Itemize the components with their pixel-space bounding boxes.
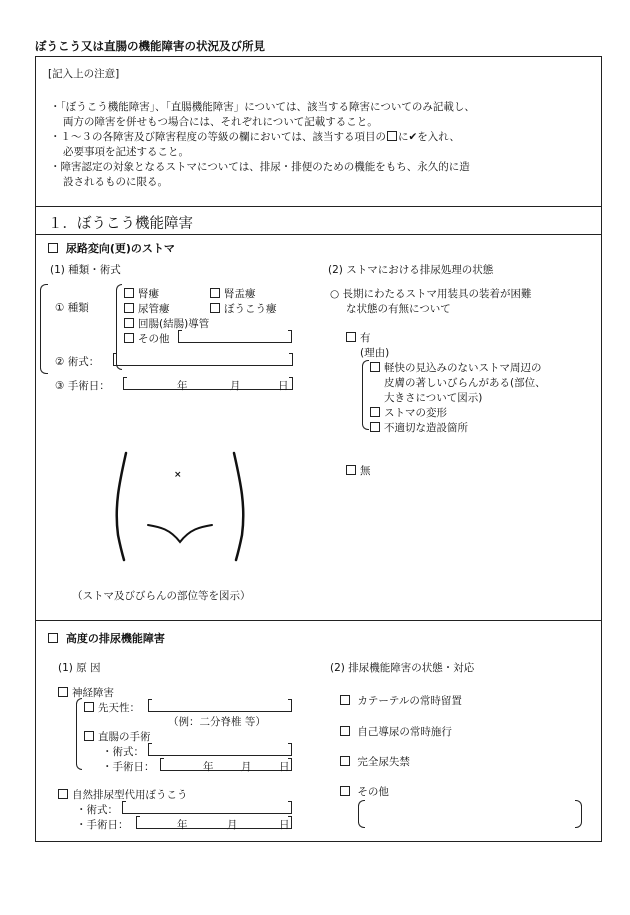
date-label: ③ 手術日： <box>55 380 110 392</box>
subsection-label: 尿路変向(更)のストマ <box>65 242 175 255</box>
divider <box>35 620 602 621</box>
month-label: 月 <box>227 819 238 831</box>
option-label: その他 <box>138 333 170 345</box>
option-rectal-surgery[interactable] <box>84 729 151 744</box>
subsection-label: 高度の排尿機能障害 <box>65 632 165 645</box>
option-label: 先天性： <box>98 702 140 714</box>
surgery-label: ・術式： <box>102 746 144 758</box>
congenital-field[interactable] <box>148 699 292 712</box>
checkbox[interactable] <box>346 465 356 475</box>
checkbox[interactable] <box>370 422 380 432</box>
option-label: 腎瘻 <box>138 288 159 300</box>
checkbox[interactable] <box>210 303 220 313</box>
example-text: （例：二分脊椎 等） <box>168 716 266 728</box>
cause-heading: (1) 原 因 <box>58 662 101 674</box>
day-label: 日 <box>279 819 290 831</box>
reason-text: 皮膚の著しいびらんがある(部位、 <box>384 377 546 389</box>
date-label: ・手術日： <box>102 761 155 773</box>
note-line: 必要事項を記述すること。 <box>63 146 189 158</box>
body-outline-diagram <box>100 445 270 565</box>
option-label: その他 <box>357 786 389 798</box>
status-option[interactable] <box>340 754 410 769</box>
option-renal[interactable] <box>124 286 159 301</box>
option-label: 直腸の手術 <box>98 731 151 743</box>
checkbox-icon <box>387 131 397 141</box>
page-title: ぼうこう又は直腸の機能障害の状況及び所見 <box>35 39 265 53</box>
month-label: 月 <box>241 761 252 773</box>
checkbox[interactable] <box>48 633 58 643</box>
checkbox[interactable] <box>340 786 350 796</box>
option-vesico[interactable] <box>210 301 277 316</box>
subsection-heading <box>48 240 175 256</box>
year-label: 年 <box>177 819 188 831</box>
year-label: 年 <box>177 380 188 392</box>
type-label: ① 種類 <box>55 302 89 314</box>
day-label: 日 <box>278 380 289 392</box>
right-body-outline <box>234 453 243 560</box>
bracket[interactable] <box>358 800 365 828</box>
option-label: 自然排尿型代用ぼうこう <box>72 789 188 801</box>
reason-text: ストマの変形 <box>384 407 447 419</box>
surgery-label: ・術式： <box>76 804 118 816</box>
groin-outline <box>148 525 212 542</box>
types-heading: (1) 種類・術式 <box>50 264 121 276</box>
checkbox[interactable] <box>370 407 380 417</box>
checkbox[interactable] <box>340 695 350 705</box>
reason-text: 軽快の見込みのないストマ周辺の <box>384 362 542 374</box>
left-body-outline <box>117 453 126 560</box>
bracket <box>40 284 48 374</box>
note-line: ・「ぼうこう機能障害」、「直腸機能障害」については、該当する障害についてのみ記載し、 <box>50 101 475 113</box>
navel-mark: × <box>174 470 182 480</box>
surgery-field[interactable] <box>148 743 292 756</box>
checkbox[interactable] <box>58 789 68 799</box>
checkbox[interactable] <box>124 318 134 328</box>
option-no[interactable] <box>346 463 371 478</box>
option-label: 有 <box>360 332 371 344</box>
note-text: ・１～３の各障害及び障害程度の等級の欄においては、該当する項目の <box>50 131 386 143</box>
status-heading: (2) 排尿機能障害の状態・対応 <box>330 662 475 674</box>
option-label: 神経障害 <box>72 687 114 699</box>
date-field[interactable] <box>136 816 292 829</box>
note-line-checkbox <box>50 129 460 144</box>
date-field[interactable] <box>160 758 292 771</box>
note-line: ・障害認定の対象となるストマについては、排尿・排便のための機能をもち、永久的に造 <box>50 161 470 173</box>
option-label: 自己導尿の常時施行 <box>357 726 452 738</box>
option-label: 無 <box>360 465 371 477</box>
bracket <box>362 360 369 430</box>
checkbox[interactable] <box>124 303 134 313</box>
date-field[interactable] <box>123 377 293 390</box>
checkbox[interactable] <box>58 687 68 697</box>
option-label: ぼうこう瘻 <box>224 303 277 315</box>
day-label: 日 <box>279 761 290 773</box>
checkbox[interactable] <box>210 288 220 298</box>
option-pyelo[interactable] <box>210 286 256 301</box>
bracket <box>76 698 82 770</box>
status-option[interactable] <box>340 724 452 739</box>
option-label: 尿管瘻 <box>138 303 170 315</box>
checkbox[interactable] <box>124 288 134 298</box>
option-label: 回腸(結腸)導管 <box>138 318 210 330</box>
status-option[interactable] <box>340 784 389 799</box>
bracket[interactable] <box>575 800 582 828</box>
diagram-caption: （ストマ及びびらんの部位等を図示） <box>72 590 251 602</box>
option-label: 腎盂瘻 <box>224 288 256 300</box>
option-label: カテーテルの常時留置 <box>357 695 462 707</box>
option-neuro[interactable] <box>58 685 114 700</box>
divider <box>35 234 602 235</box>
subsection-heading <box>48 630 165 646</box>
option-yes[interactable] <box>346 330 371 345</box>
notes-heading: [記入上の注意] <box>48 68 120 80</box>
option-ileal[interactable] <box>124 316 209 331</box>
reason-text: 大きさについて図示) <box>384 392 483 404</box>
option-label: 完全尿失禁 <box>357 756 410 768</box>
surgery-field[interactable] <box>122 801 292 814</box>
other-field[interactable] <box>178 330 292 343</box>
option-natural-bladder[interactable] <box>58 787 188 802</box>
option-uretero[interactable] <box>124 301 170 316</box>
reason-label: (理由) <box>360 347 390 359</box>
checkbox[interactable] <box>370 362 380 372</box>
checkbox[interactable] <box>48 243 58 253</box>
year-label: 年 <box>203 761 214 773</box>
surgery-field[interactable] <box>113 353 293 366</box>
reason-deformity[interactable] <box>370 405 447 420</box>
checkbox[interactable] <box>124 333 134 343</box>
checkbox[interactable] <box>346 332 356 342</box>
checkbox[interactable] <box>84 731 94 741</box>
section-title: １．ぼうこう機能障害 <box>48 216 193 232</box>
question-line: な状態の有無について <box>346 303 451 315</box>
note-line: 設されるものに限る。 <box>63 176 168 188</box>
surgery-label: ② 術式： <box>55 356 100 368</box>
checkbox[interactable] <box>84 702 94 712</box>
status-option[interactable] <box>340 693 462 708</box>
reason-site[interactable] <box>370 420 468 435</box>
option-congenital[interactable] <box>84 700 140 715</box>
reason-text: 不適切な造設箇所 <box>384 422 468 434</box>
checkbox[interactable] <box>340 756 350 766</box>
reason-erosion[interactable] <box>370 360 542 375</box>
note-line: 両方の障害を併せもつ場合には、それぞれについて記載すること。 <box>63 116 378 128</box>
processing-heading: (2) ストマにおける排尿処理の状態 <box>328 264 494 276</box>
month-label: 月 <box>230 380 241 392</box>
option-other[interactable] <box>124 331 170 346</box>
checkbox[interactable] <box>340 726 350 736</box>
divider <box>35 206 602 207</box>
date-label: ・手術日： <box>76 819 129 831</box>
question-line: ○ 長期にわたるストマ用装具の装着が困難 <box>330 288 532 300</box>
note-text: に✔を入れ、 <box>398 131 460 143</box>
